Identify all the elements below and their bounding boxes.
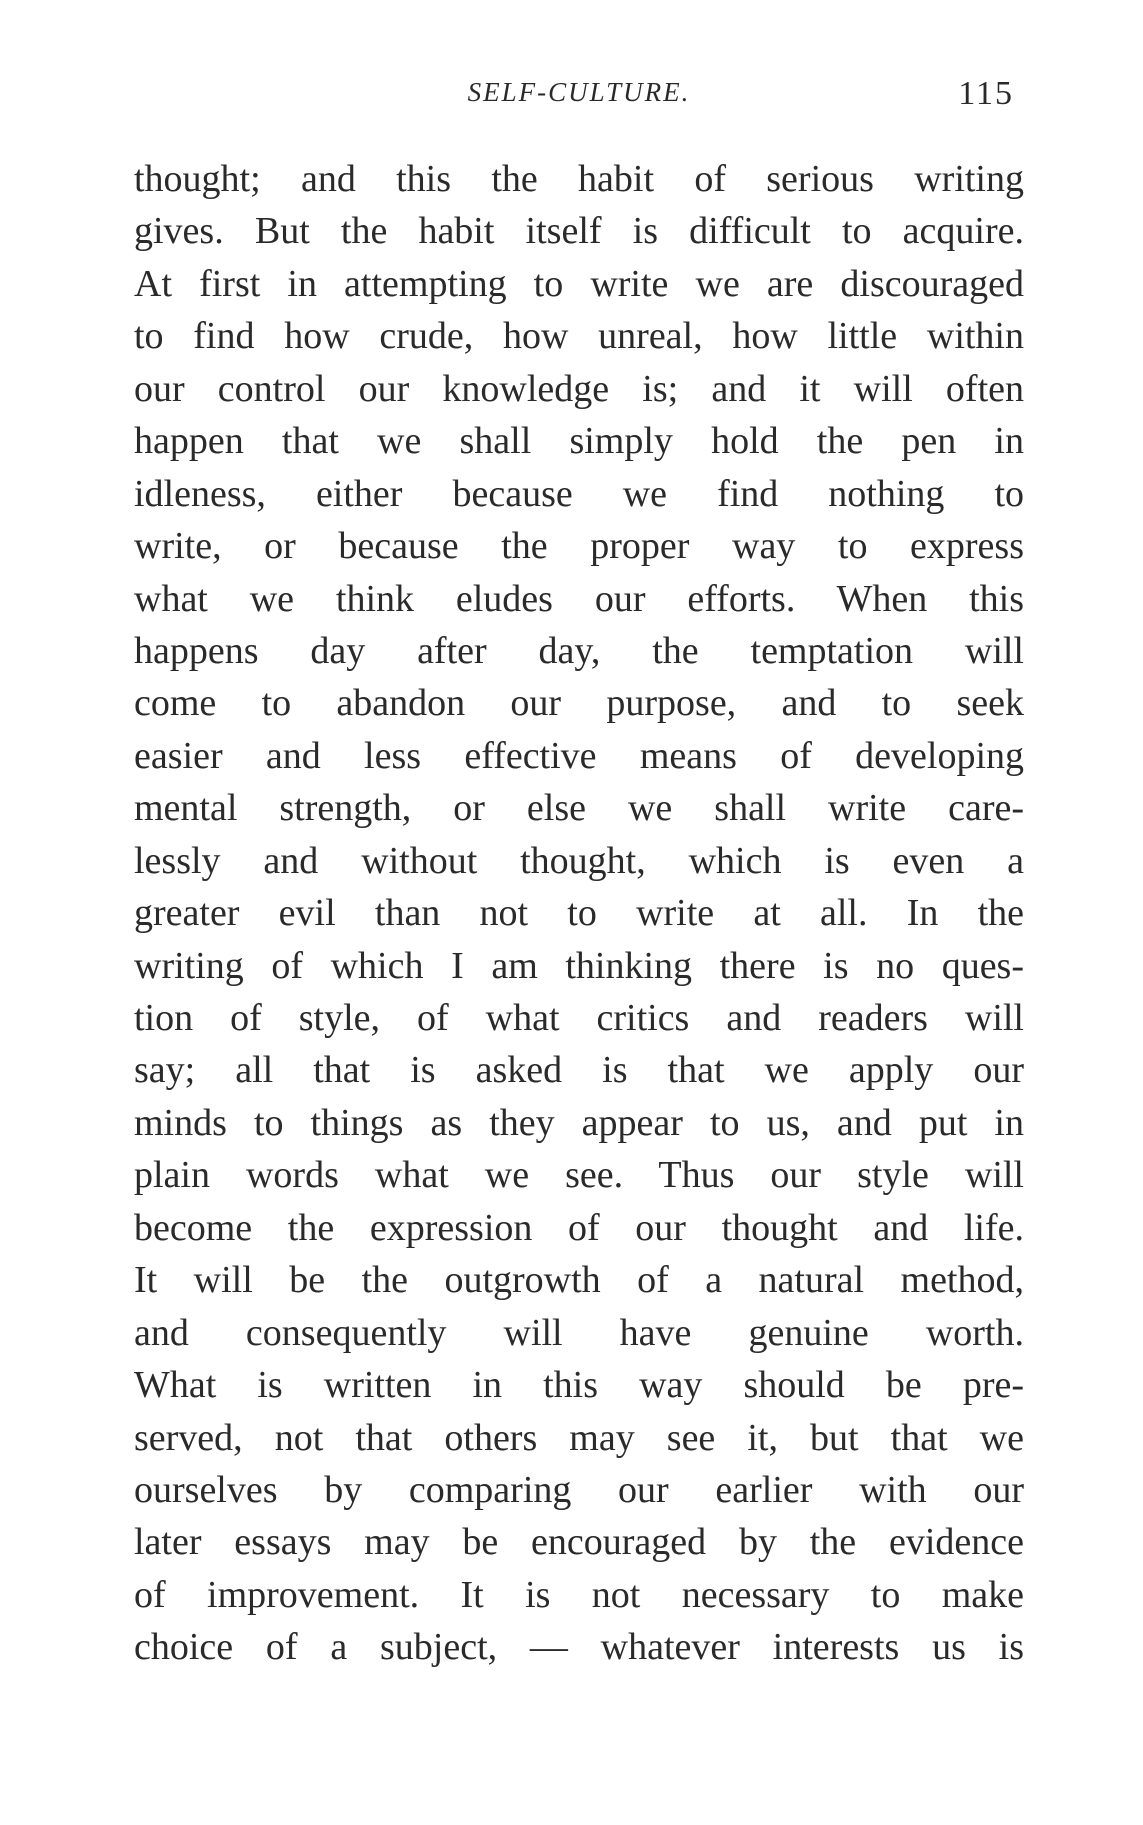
text-line: of improvement. It is not necessary to make xyxy=(134,1573,1024,1616)
text-line: minds to things as they appear to us, and put in xyxy=(134,1101,1024,1144)
text-line: At first in attempting to write we are discouraged xyxy=(134,262,1024,305)
text-line: mental strength, or else we shall write care- xyxy=(134,787,1024,830)
text-line: thought; and this the habit of serious writing xyxy=(134,158,1024,200)
text-line: what we think eludes our efforts. When this xyxy=(134,577,1024,620)
text-line: It will be the outgrowth of a natural method, xyxy=(134,1259,1024,1302)
text-line: writing of which I am thinking there is no ques- xyxy=(134,944,1024,987)
text-line: happen that we shall simply hold the pen in xyxy=(134,420,1024,463)
text-line: easier and less effective means of developing xyxy=(134,734,1024,777)
text-line: later essays may be encouraged by the evidence xyxy=(134,1521,1024,1564)
text-line: idleness, either because we find nothing to xyxy=(134,472,1024,515)
text-line: to find how crude, how unreal, how little within xyxy=(134,315,1024,358)
text-line: our control our knowledge is; and it will often xyxy=(134,367,1024,410)
text-line: choice of a subject, — whatever interests us is xyxy=(134,1626,1024,1669)
text-line: come to abandon our purpose, and to seek xyxy=(134,682,1024,725)
body-text xyxy=(134,153,1024,1674)
text-line: gives. But the habit itself is difficult to acquire. xyxy=(134,210,1024,253)
text-line: say; all that is asked is that we apply our xyxy=(134,1049,1024,1092)
text-line: tion of style, of what critics and readers will xyxy=(134,997,1024,1039)
text-line: become the expression of our thought and life. xyxy=(134,1206,1024,1249)
text-line: write, or because the proper way to express xyxy=(134,525,1024,568)
text-line: lessly and without thought, which is even a xyxy=(134,839,1024,882)
running-title: SELF-CULTURE. xyxy=(467,77,691,107)
text-line: happens day after day, the temptation will xyxy=(134,629,1024,672)
text-line: What is written in this way should be pre- xyxy=(134,1364,1024,1407)
page-number: 115 xyxy=(958,75,1014,112)
text-line: greater evil than not to write at all. In the xyxy=(134,892,1024,935)
running-head xyxy=(134,72,1024,112)
text-line: ourselves by comparing our earlier with our xyxy=(134,1468,1024,1511)
text-line: served, not that others may see it, but that we xyxy=(134,1416,1024,1459)
text-line: plain words what we see. Thus our style will xyxy=(134,1154,1024,1197)
text-line: and consequently will have genuine worth. xyxy=(134,1311,1024,1354)
